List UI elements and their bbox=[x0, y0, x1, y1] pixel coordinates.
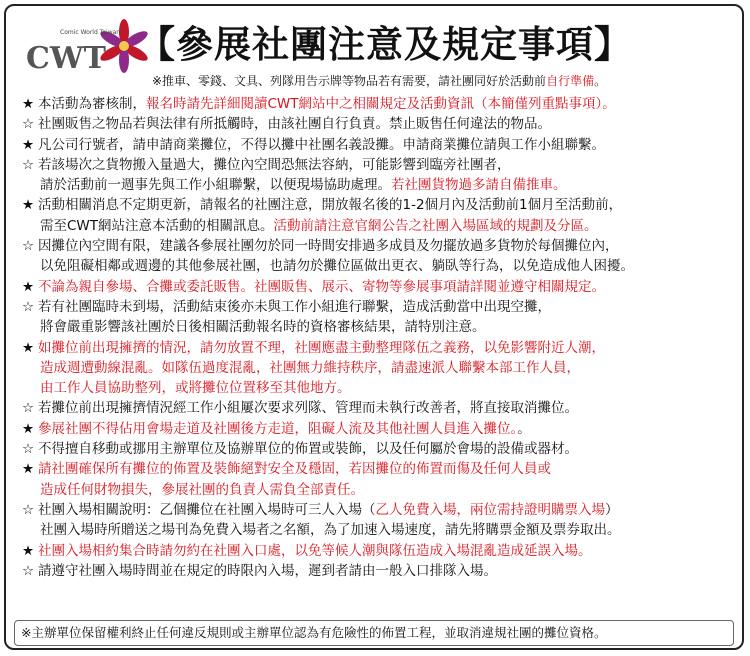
rule-text-highlight: 參展社團不得佔用會場走道及社團後方走道，阻礙人流及其他社團人員進入攤位。 bbox=[38, 420, 518, 437]
rule-item bbox=[18, 135, 740, 155]
rule-continuation-line bbox=[18, 216, 740, 236]
logo-small-text: Comic World Taiwan bbox=[60, 29, 121, 36]
rule-item bbox=[18, 195, 740, 215]
rule-text-highlight: 若社團貨物過多請自備推車。 bbox=[391, 177, 567, 194]
rule-item bbox=[18, 419, 740, 439]
rule-item bbox=[18, 561, 740, 581]
page-title: 【參展社團注意及規定事項】 bbox=[138, 22, 632, 66]
rule-item bbox=[18, 155, 740, 175]
rule-item bbox=[18, 541, 740, 561]
rule-text: 社團販售之物品若與法律有所抵觸時，由該社團自行負責。禁止販售任何違法的物品。 bbox=[38, 116, 551, 133]
rule-text: 需至CWT網站注意本活動的相關訊息。 bbox=[40, 217, 274, 234]
rule-text: 社團入場時所贈送之場刊為免費入場者之名額，為了加速入場速度，請先將購票金額及票券取出。 bbox=[40, 522, 621, 539]
subtitle bbox=[152, 72, 606, 89]
rule-item bbox=[18, 94, 740, 114]
rule-text: 。 bbox=[517, 420, 531, 437]
cwt-logo bbox=[24, 18, 152, 80]
outline-star-icon: ☆ bbox=[21, 298, 35, 315]
rule-text: 因攤位內空間有限，建議各參展社團勿於同一時間安排過多成員及勿擺放過多貨物於每個攤位內， bbox=[38, 238, 619, 255]
rule-continuation-line bbox=[18, 256, 740, 276]
outline-star-icon: ☆ bbox=[21, 238, 35, 255]
logo-brand-text: CWT bbox=[26, 41, 106, 76]
rule-text: 不得擅自移動或挪用主辦單位及協辦單位的佈置或裝飾，以及任何屬於會場的設備或器材。 bbox=[38, 441, 578, 458]
rule-text-highlight: 造成週遭動線混亂。如隊伍過度混亂，社團無力維持秩序，請盡速派人聯繫本部工作人員， bbox=[40, 359, 580, 376]
rule-continuation-line bbox=[18, 520, 740, 540]
rule-text: 以免阻礙相鄰或週邊的其他參展社團，也請勿於攤位區做出更衣、躺臥等行為，以免造成他人困擾。 bbox=[40, 258, 634, 275]
rule-text: 請於活動前一週事先與工作小組聯繫，以便現場協助處理。 bbox=[40, 177, 391, 194]
rule-text-highlight: 活動前請注意官網公告之社團入場區域的規劃及分區。 bbox=[273, 217, 598, 234]
rule-text: 凡公司行號者，請申請商業攤位，不得以攤中社團名義設攤。申請商業攤位請與工作小組聯繫。 bbox=[38, 136, 605, 153]
filled-star-icon: ★ bbox=[21, 542, 35, 559]
filled-star-icon: ★ bbox=[21, 278, 35, 295]
rule-text-highlight: 社團入場相約集合時請勿約在社團入口處，以免等候人潮與隊伍造成入場混亂造成延誤入場。 bbox=[38, 542, 592, 559]
subtitle-prefix: ※推車、零錢、文具、列隊用告示牌等物品若有需要，請社團同好於活動前 bbox=[152, 74, 547, 88]
filled-star-icon: ★ bbox=[21, 461, 35, 478]
outline-star-icon: ☆ bbox=[21, 400, 35, 417]
rule-text: 請遵守社團入場時間並在規定的時限內入場，遲到者請由一般入口排隊入場。 bbox=[38, 562, 497, 579]
rule-text: 若有社團臨時未到場，活動結束後亦未與工作小組進行聯繫，造成活動當中出現空攤， bbox=[38, 298, 551, 315]
rule-text-highlight: 由工作人員協助整列，或將攤位位置移至其他地方。 bbox=[40, 380, 351, 397]
filled-star-icon: ★ bbox=[21, 420, 35, 437]
outline-star-icon: ☆ bbox=[21, 441, 35, 458]
rule-text: 若該場次之貨物搬入量過大，攤位內空間恐無法容納，可能影響到臨旁社團者， bbox=[38, 156, 511, 173]
rule-item bbox=[18, 439, 740, 459]
rule-item bbox=[18, 500, 740, 520]
rule-text: 本活動為審核制， bbox=[38, 96, 146, 112]
outline-star-icon: ☆ bbox=[21, 156, 35, 173]
filled-star-icon: ★ bbox=[21, 136, 35, 153]
rule-text: 若攤位前出現擁擠情況經工作小組屢次要求列隊、管理而未執行改善者，將直接取消攤位。 bbox=[38, 400, 578, 417]
rule-continuation-line bbox=[18, 317, 740, 337]
outline-star-icon: ☆ bbox=[21, 116, 35, 133]
notice-frame bbox=[4, 4, 744, 650]
subtitle-suffix: 。 bbox=[594, 74, 607, 88]
footer-note: ※主辦單位保留權利終止任何違反規則或主辦單位認為有危險性的佈置工程，並取消違規社團的攤位資格。 bbox=[14, 620, 734, 646]
rule-text-highlight: 報名時請先詳細閱讀CWT網站中之相關規定及活動資訊（本簡僅列重點事項）。 bbox=[146, 96, 616, 112]
rule-text-highlight: 請社團確保所有攤位的佈置及裝飾絕對安全及穩固，若因攤位的佈置而傷及任何人員或 bbox=[38, 461, 551, 478]
rule-item bbox=[18, 338, 740, 358]
rule-text-highlight: 不論為親自參場、合攤或委託販售。社團販售、展示、寄物等參展事項請詳閱並遵守相關規定。 bbox=[38, 278, 605, 295]
rule-item bbox=[18, 297, 740, 317]
filled-star-icon: ★ bbox=[21, 197, 35, 214]
filled-star-icon: ★ bbox=[21, 96, 35, 112]
rule-text-highlight: 如攤位前出現擁擠的情況，請勿放置不理，社團應盡主動整理隊伍之義務，以免影響附近人潮， bbox=[38, 339, 605, 356]
rule-text: 將會嚴重影響該社團於日後相關活動報名時的資格審核結果，請特別注意。 bbox=[40, 319, 486, 336]
rule-continuation-line bbox=[18, 175, 740, 195]
outline-star-icon: ☆ bbox=[21, 501, 35, 518]
rule-text: 社團入場相關說明：乙個攤位在社團入場時可三人入場（ bbox=[38, 501, 376, 518]
rule-continuation-line bbox=[18, 378, 740, 398]
rule-text-highlight: 乙人免費入場，兩位需持證明購票入場 bbox=[375, 501, 605, 518]
rule-text: 活動相關消息不定期更新，請報名的社團注意，開放報名後的1-2個月內及活動前1個月至活動前， bbox=[38, 197, 623, 214]
rule-item bbox=[18, 236, 740, 256]
rule-continuation-line bbox=[18, 480, 740, 500]
subtitle-highlight: 自行準備 bbox=[546, 74, 595, 88]
rule-item bbox=[18, 277, 740, 297]
filled-star-icon: ★ bbox=[21, 339, 35, 356]
rule-text-highlight: 造成任何財物損失，參展社團的負責人需負全部責任。 bbox=[40, 481, 364, 498]
rule-text: ） bbox=[605, 501, 619, 518]
outline-star-icon: ☆ bbox=[21, 562, 35, 579]
rule-continuation-line bbox=[18, 358, 740, 378]
rule-item bbox=[18, 114, 740, 134]
rule-item bbox=[18, 398, 740, 418]
rule-item bbox=[18, 459, 740, 479]
rules-list bbox=[18, 94, 740, 581]
